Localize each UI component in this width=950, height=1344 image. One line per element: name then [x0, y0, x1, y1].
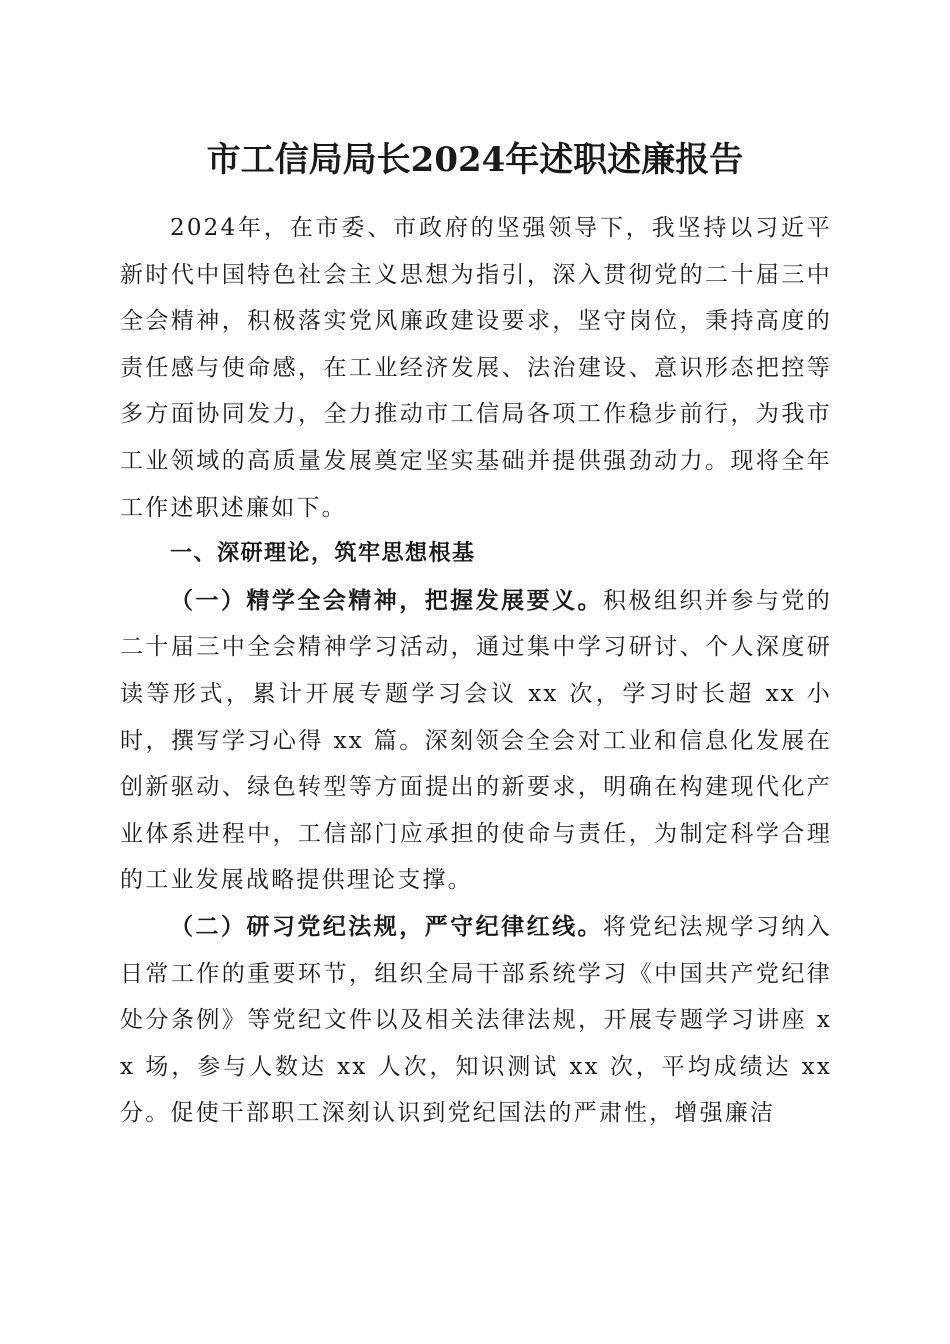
section-heading: 一、深研理论，筑牢思想根基 — [170, 541, 476, 567]
subsection-paragraph-2 — [120, 904, 832, 1137]
subsection-paragraph-1 — [120, 578, 832, 904]
document-title: 市工信局局长2024年述职述廉报告 — [206, 140, 744, 180]
intro-paragraph: 2024年，在市委、市政府的坚强领导下，我坚持以习近平新时代中国特色社会主义思想为指引，深入贯彻党的二十届三中全会精神，积极落实党风廉政建设要求，坚守岗位，秉持高度的责任感与使命感，在工业经济发展、法治建设、意识形态把控等多方面协同发力，全力推动市工信局各项工作稳步前行，为我市工业领域的高质量发展奠定坚实基础并提供强劲动力。现将全年工作述职述廉如下。 — [120, 215, 832, 521]
subsection-lead-1: （一）精学全会精神，把握发展要义。 — [170, 586, 604, 614]
subsection-text-2: 将党纪法规学习纳入日常工作的重要环节，组织全局干部系统学习《中国共产党纪律处分条例》等党纪文件以及相关法律法规，开展专题学习讲座 xx 场，参与人数达 xx 人次，知识测试 xx 次，平均成绩达 xx 分。促使干部职工深刻认识到党纪国法的严肃性，增强廉洁 — [120, 913, 832, 1127]
subsection-lead-2: （二）研习党纪法规，严守纪律红线。 — [170, 912, 604, 940]
subsection-text-1: 积极组织并参与党的二十届三中全会精神学习活动，通过集中学习研讨、个人深度研读等形式，累计开展专题学习会议 xx 次，学习时长超 xx 小时，撰写学习心得 xx 篇。深刻领会全会对工业和信息化发展在创新驱动、绿色转型等方面提出的新要求，明确在构建现代化产业体系进程中，工信部门应承担的使命与责任，为制定科学合理的工业发展战略提供理论支撑。 — [120, 587, 832, 894]
document-body — [120, 205, 832, 1137]
